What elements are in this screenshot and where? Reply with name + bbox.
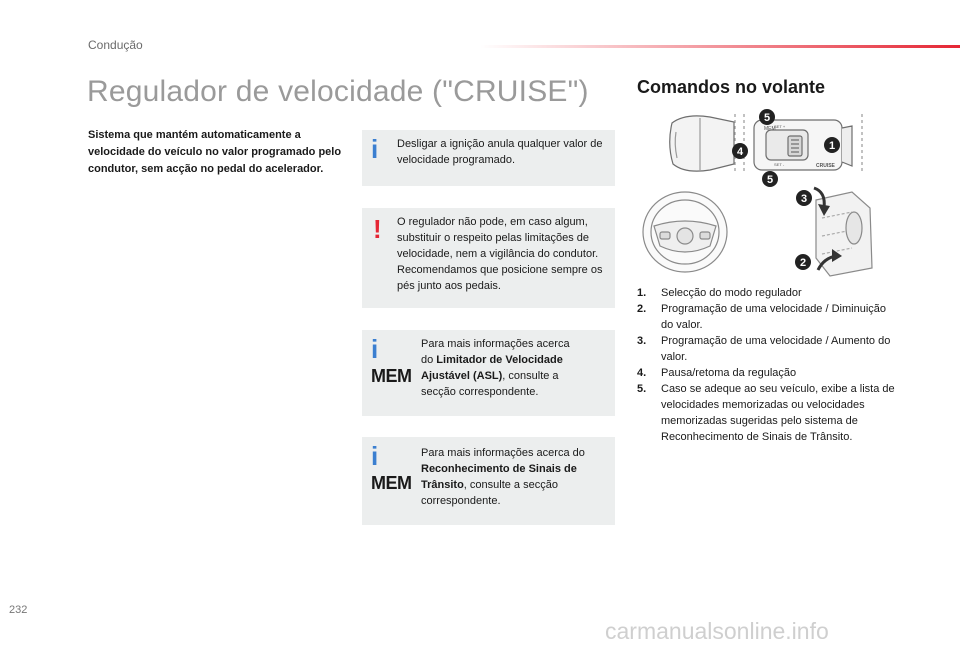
callout-2 <box>795 254 811 270</box>
mem-label: MEM <box>371 366 412 386</box>
callout-5-bottom <box>762 171 778 187</box>
legend-item <box>637 301 899 333</box>
callout-1 <box>824 137 840 153</box>
legend-item <box>637 381 899 445</box>
legend-text: Pausa/retoma da regulação <box>661 367 797 379</box>
legend-num: 4. <box>637 367 647 379</box>
traffic-signs-link-text: Reconhecimento de Sinais de Trânsito <box>421 463 577 491</box>
legend-item <box>637 333 899 365</box>
section-header: Condução <box>88 38 143 52</box>
note-traffic-signs <box>362 437 615 525</box>
legend-item <box>637 285 899 301</box>
header-rule <box>480 45 960 48</box>
stalk-label-set-minus: SET - <box>774 162 785 167</box>
controls-title: Comandos no volante <box>637 77 826 97</box>
asl-link-text: Limitador de Velocidade Ajustável (ASL) <box>421 354 563 382</box>
note-traffic-signs-text <box>421 445 593 509</box>
mem-label: MEM <box>371 473 412 493</box>
steering-controls-diagram <box>640 108 890 280</box>
watermark: carmanualsonline.info <box>605 618 829 644</box>
callout-label: 5 <box>763 112 771 124</box>
note-asl <box>362 330 615 416</box>
note-asl-text-before: Para mais informações acerca do <box>421 338 570 366</box>
note-traffic-signs-text-after: , consulte a secção correspondente. <box>421 479 558 507</box>
legend-text: Caso se adeque ao seu veículo, exibe a lista de velocidades memorizadas ou velocidades memorizadas sugeridas pelo sistema de Reconhecimento de Sinais de Trânsito. <box>661 383 895 443</box>
legend-item <box>637 365 899 381</box>
info-icon: i <box>371 334 379 364</box>
callout-label: 2 <box>799 257 807 269</box>
note-ignition <box>362 130 615 186</box>
note-asl-text-after: , consulte a secção correspondente. <box>421 370 559 398</box>
steering-wheel <box>643 192 727 272</box>
callout-4 <box>732 143 748 159</box>
controls-legend <box>637 285 899 445</box>
info-icon: i <box>371 441 379 471</box>
note-traffic-signs-text-before: Para mais informações acerca do <box>421 447 585 459</box>
legend-num: 1. <box>637 287 647 299</box>
callout-3 <box>796 190 812 206</box>
callout-5-top <box>759 109 775 125</box>
intro-text: Sistema que mantém automaticamente a velocidade do veículo no valor programado pelo condutor, sem acção no pedal do acelerador. <box>88 129 342 175</box>
note-warning-text: O regulador não pode, em caso algum, substituir o respeito pelas limitações de velocidade, nem a vigilância do condutor. Recomendamos que posicione sempre os pés junto aos pedais. <box>397 216 603 292</box>
page-title: Regulador de velocidade ("CRUISE") <box>87 75 589 108</box>
warning-icon: ! <box>373 214 382 244</box>
callout-label: 4 <box>736 146 744 158</box>
callout-label: 5 <box>766 174 774 186</box>
page-number: 232 <box>9 604 28 616</box>
legend-num: 5. <box>637 383 647 395</box>
note-ignition-text: Desligar a ignição anula qualquer valor de velocidade programado. <box>397 138 603 166</box>
stalk-label-mem: MEM <box>764 126 776 132</box>
legend-text: Selecção do modo regulador <box>661 287 802 299</box>
legend-text: Programação de uma velocidade / Diminuição do valor. <box>661 303 887 331</box>
info-icon: i <box>371 134 379 164</box>
legend-num: 2. <box>637 303 647 315</box>
callout-label: 1 <box>828 140 836 152</box>
legend-num: 3. <box>637 335 647 347</box>
note-asl-text <box>421 336 581 400</box>
stalk-label-cruise: CRUISE <box>816 163 835 169</box>
callout-label: 3 <box>800 193 808 205</box>
stalk-label-set-plus: SET + <box>774 124 786 129</box>
legend-text: Programação de uma velocidade / Aumento do valor. <box>661 335 891 363</box>
note-warning <box>362 208 615 308</box>
